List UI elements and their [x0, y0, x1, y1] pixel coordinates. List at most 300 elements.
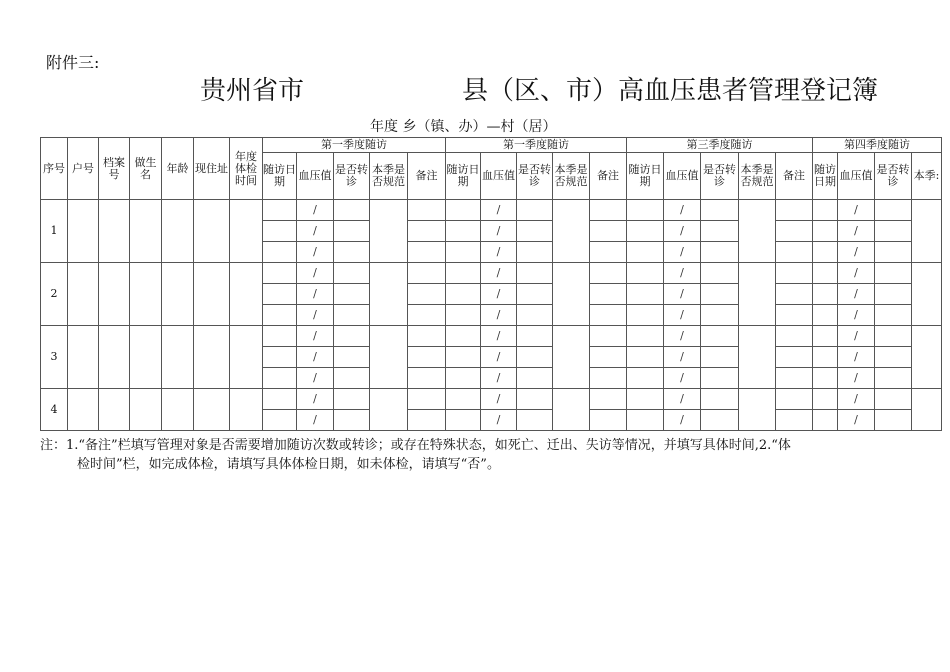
q2-referral-cell[interactable] [517, 347, 553, 368]
bp-separator: / [680, 371, 684, 384]
header-exam-time: 年度体检时间 [230, 138, 263, 200]
q1-referral-cell[interactable] [334, 284, 370, 305]
q1-note-cell[interactable] [408, 305, 446, 326]
name-cell[interactable] [130, 326, 162, 389]
q2-date-cell[interactable] [446, 389, 481, 410]
name-cell[interactable] [130, 263, 162, 326]
q2-referral-cell[interactable] [517, 200, 553, 221]
q4-date-cell[interactable] [813, 347, 838, 368]
q1-note-cell[interactable] [408, 242, 446, 263]
q1-note-cell[interactable] [408, 221, 446, 242]
q2-note-cell[interactable] [590, 368, 627, 389]
header-q3-note: 备注 [776, 153, 813, 200]
bp-separator: / [496, 392, 501, 405]
bp-separator: / [680, 350, 684, 363]
q1-date-cell[interactable] [263, 221, 297, 242]
q3-referral-cell[interactable] [701, 368, 739, 389]
q4-date-cell[interactable] [813, 368, 838, 389]
q2-note-cell[interactable] [590, 410, 627, 431]
header-household: 户号 [68, 138, 99, 200]
q3-referral-cell[interactable] [701, 305, 739, 326]
q4-bp-cell[interactable] [838, 221, 875, 242]
q3-note-cell[interactable] [776, 410, 813, 431]
table-row [41, 326, 942, 347]
bp-separator: / [680, 329, 684, 342]
q3-referral-cell[interactable] [701, 263, 739, 284]
bp-separator: / [313, 350, 317, 363]
q2-season-cell[interactable] [553, 200, 590, 263]
q4-bp-cell[interactable] [838, 263, 875, 284]
q3-bp-cell[interactable] [664, 200, 701, 221]
q3-note-cell[interactable] [776, 368, 813, 389]
q1-referral-cell[interactable] [334, 242, 370, 263]
header-q3-date: 随访日期 [627, 153, 664, 200]
q2-referral-cell[interactable] [517, 326, 553, 347]
row-number: 4 [50, 402, 58, 416]
registry-table [40, 137, 942, 431]
q3-bp-cell[interactable] [664, 284, 701, 305]
q2-note-cell[interactable] [590, 242, 627, 263]
header-q4-date: 随访日期 [813, 153, 838, 200]
q1-date-cell[interactable] [263, 368, 297, 389]
q4-referral-cell[interactable] [875, 263, 912, 284]
q4-bp-cell[interactable] [838, 305, 875, 326]
age-cell[interactable] [162, 389, 194, 431]
q3-date-cell[interactable] [627, 326, 664, 347]
header-q2-referral: 是否转诊 [517, 153, 553, 200]
q1-referral-cell[interactable] [334, 368, 370, 389]
bp-separator: / [854, 329, 858, 342]
row-seq-cell [41, 263, 68, 326]
header-q3-season: 本季是否规范 [739, 153, 776, 200]
bp-separator: / [680, 308, 684, 321]
q1-date-cell[interactable] [263, 263, 297, 284]
q4-bp-cell[interactable] [838, 242, 875, 263]
q4-referral-cell[interactable] [875, 221, 912, 242]
q3-referral-cell[interactable] [701, 200, 739, 221]
q1-bp-cell[interactable] [297, 200, 334, 221]
q2-note-cell[interactable] [590, 326, 627, 347]
q4-referral-cell[interactable] [875, 200, 912, 221]
header-q1-bp: 血压值 [297, 153, 334, 200]
q4-season-cell[interactable] [912, 200, 942, 263]
q2-date-cell[interactable] [446, 326, 481, 347]
q2-date-cell[interactable] [446, 200, 481, 221]
bp-separator: / [854, 203, 858, 216]
q3-date-cell[interactable] [627, 305, 664, 326]
q4-date-cell[interactable] [813, 242, 838, 263]
bp-separator: / [496, 308, 501, 321]
q3-date-cell[interactable] [627, 242, 664, 263]
q1-date-cell[interactable] [263, 326, 297, 347]
q2-bp-cell[interactable] [481, 284, 517, 305]
q1-referral-cell[interactable] [334, 305, 370, 326]
q4-bp-cell[interactable] [838, 389, 875, 410]
bp-separator: / [854, 350, 858, 363]
q1-season-cell[interactable] [370, 263, 408, 326]
q3-season-cell[interactable] [739, 389, 776, 431]
q1-note-cell[interactable] [408, 200, 446, 221]
bp-separator: / [680, 287, 684, 300]
archive-cell[interactable] [99, 200, 130, 263]
q4-season-cell[interactable] [912, 389, 942, 431]
q1-bp-cell[interactable] [297, 347, 334, 368]
q3-date-cell[interactable] [627, 368, 664, 389]
bp-separator: / [313, 371, 317, 384]
address-cell[interactable] [194, 326, 230, 389]
q1-referral-cell[interactable] [334, 200, 370, 221]
q4-date-cell[interactable] [813, 263, 838, 284]
q2-bp-cell[interactable] [481, 347, 517, 368]
q1-note-cell[interactable] [408, 347, 446, 368]
q4-date-cell[interactable] [813, 200, 838, 221]
table-row [41, 389, 942, 410]
q3-date-cell[interactable] [627, 221, 664, 242]
address-cell[interactable] [194, 200, 230, 263]
q1-bp-cell[interactable] [297, 305, 334, 326]
bp-separator: / [496, 371, 501, 384]
bp-separator: / [680, 266, 684, 279]
q3-date-cell[interactable] [627, 284, 664, 305]
bp-separator: / [496, 245, 501, 258]
q2-date-cell[interactable] [446, 221, 481, 242]
q2-season-cell[interactable] [553, 389, 590, 431]
q2-note-cell[interactable] [590, 263, 627, 284]
q2-bp-cell[interactable] [481, 368, 517, 389]
bp-separator: / [496, 224, 501, 237]
bp-separator: / [680, 224, 684, 237]
q4-date-cell[interactable] [813, 389, 838, 410]
q1-note-cell[interactable] [408, 368, 446, 389]
q2-bp-cell[interactable] [481, 410, 517, 431]
name-cell[interactable] [130, 389, 162, 431]
row-seq-cell [41, 389, 68, 431]
bp-separator: / [313, 203, 317, 216]
exam-time-cell[interactable] [230, 263, 263, 326]
q3-note-cell[interactable] [776, 200, 813, 221]
q1-date-cell[interactable] [263, 347, 297, 368]
q2-note-cell[interactable] [590, 347, 627, 368]
header-q1-season: 本季是否规范 [370, 153, 408, 200]
q4-referral-cell[interactable] [875, 305, 912, 326]
bp-separator: / [680, 203, 684, 216]
q2-season-cell[interactable] [553, 263, 590, 326]
q2-date-cell[interactable] [446, 410, 481, 431]
q1-note-cell[interactable] [408, 326, 446, 347]
q3-referral-cell[interactable] [701, 347, 739, 368]
q4-referral-cell[interactable] [875, 389, 912, 410]
q1-season-cell[interactable] [370, 326, 408, 389]
q3-date-cell[interactable] [627, 347, 664, 368]
q1-date-cell[interactable] [263, 242, 297, 263]
header-name: 做生名 [130, 138, 162, 200]
header-q1-note: 备注 [408, 153, 446, 200]
bp-separator: / [854, 371, 858, 384]
q1-bp-cell[interactable] [297, 368, 334, 389]
header-q1-referral: 是否转诊 [334, 153, 370, 200]
q1-bp-cell[interactable] [297, 389, 334, 410]
q4-bp-cell[interactable] [838, 326, 875, 347]
address-cell[interactable] [194, 263, 230, 326]
q3-bp-cell[interactable] [664, 410, 701, 431]
household-cell[interactable] [68, 326, 99, 389]
bp-separator: / [680, 392, 684, 405]
q2-note-cell[interactable] [590, 221, 627, 242]
q1-note-cell[interactable] [408, 410, 446, 431]
q4-bp-cell[interactable] [838, 410, 875, 431]
header-q2-date: 随访日期 [446, 153, 481, 200]
header-q4-season: 本季: [912, 153, 942, 200]
q3-note-cell[interactable] [776, 389, 813, 410]
q4-date-cell[interactable] [813, 410, 838, 431]
q3-date-cell[interactable] [627, 200, 664, 221]
q4-date-cell[interactable] [813, 284, 838, 305]
header-address: 现住址 [194, 138, 230, 200]
bp-separator: / [854, 224, 858, 237]
header-quarter-1: 第一季度随访 [263, 138, 446, 153]
bp-separator: / [313, 224, 317, 237]
title-part-county: 县（区、市）高血压患者管理登记簿 [462, 76, 879, 106]
q2-referral-cell[interactable] [517, 242, 553, 263]
q3-date-cell[interactable] [627, 410, 664, 431]
bp-separator: / [313, 329, 317, 342]
q2-date-cell[interactable] [446, 347, 481, 368]
address-cell[interactable] [194, 389, 230, 431]
q4-referral-cell[interactable] [875, 410, 912, 431]
name-cell[interactable] [130, 200, 162, 263]
q3-note-cell[interactable] [776, 221, 813, 242]
q1-season-cell[interactable] [370, 200, 408, 263]
q1-referral-cell[interactable] [334, 347, 370, 368]
q2-referral-cell[interactable] [517, 368, 553, 389]
q2-date-cell[interactable] [446, 284, 481, 305]
q2-referral-cell[interactable] [517, 284, 553, 305]
page-title [0, 70, 950, 106]
bp-separator: / [313, 266, 317, 279]
q2-date-cell[interactable] [446, 242, 481, 263]
q3-bp-cell[interactable] [664, 347, 701, 368]
footnote-line-1: 注：1.“备注”栏填写管理对象是否需要增加随访次数或转诊；或存在特殊状态，如死亡、迁出、失访等情况，并填写具体时间,2.“体 [40, 438, 791, 453]
q3-bp-cell[interactable] [664, 242, 701, 263]
household-cell[interactable] [68, 389, 99, 431]
row-number: 2 [50, 287, 58, 300]
q1-bp-cell[interactable] [297, 284, 334, 305]
q2-referral-cell[interactable] [517, 305, 553, 326]
q1-referral-cell[interactable] [334, 326, 370, 347]
q2-note-cell[interactable] [590, 305, 627, 326]
q1-date-cell[interactable] [263, 410, 297, 431]
exam-time-cell[interactable] [230, 389, 263, 431]
age-cell[interactable] [162, 200, 194, 263]
q1-referral-cell[interactable] [334, 389, 370, 410]
q1-date-cell[interactable] [263, 200, 297, 221]
q4-season-cell[interactable] [912, 263, 942, 326]
header-age: 年龄 [162, 138, 194, 200]
header-q1-date: 随访日期 [263, 153, 297, 200]
q3-bp-cell[interactable] [664, 221, 701, 242]
q1-note-cell[interactable] [408, 284, 446, 305]
q1-bp-cell[interactable] [297, 326, 334, 347]
table-row [41, 263, 942, 284]
bp-separator: / [680, 245, 684, 258]
q3-bp-cell[interactable] [664, 326, 701, 347]
q3-season-cell[interactable] [739, 200, 776, 263]
row-number: 1 [50, 224, 58, 237]
q4-date-cell[interactable] [813, 326, 838, 347]
q2-note-cell[interactable] [590, 284, 627, 305]
q2-bp-cell[interactable] [481, 221, 517, 242]
header-quarter-4: 第四季度随访 [813, 138, 942, 153]
header-quarter-3: 第三季度随访 [627, 138, 813, 153]
q3-note-cell[interactable] [776, 242, 813, 263]
footnote-line-2: 检时间”栏，如完成体检，请填写具体体检日期，如未体检，请填写“否”。 [77, 457, 500, 472]
q2-referral-cell[interactable] [517, 410, 553, 431]
bp-separator: / [313, 308, 317, 321]
household-cell[interactable] [68, 263, 99, 326]
q4-referral-cell[interactable] [875, 284, 912, 305]
title-part-province: 贵州省市 [200, 76, 305, 106]
bp-separator: / [854, 287, 858, 300]
q3-referral-cell[interactable] [701, 389, 739, 410]
q1-note-cell[interactable] [408, 389, 446, 410]
q2-bp-cell[interactable] [481, 389, 517, 410]
row-seq-cell [41, 326, 68, 389]
bp-separator: / [496, 329, 501, 342]
bp-separator: / [496, 203, 501, 216]
q1-bp-cell[interactable] [297, 263, 334, 284]
q4-referral-cell[interactable] [875, 368, 912, 389]
bp-separator: / [496, 266, 501, 279]
q3-note-cell[interactable] [776, 263, 813, 284]
header-q2-note: 备注 [590, 153, 627, 200]
header-q3-bp: 血压值 [664, 153, 701, 200]
q3-referral-cell[interactable] [701, 242, 739, 263]
archive-cell[interactable] [99, 263, 130, 326]
bp-separator: / [313, 287, 317, 300]
q2-bp-cell[interactable] [481, 326, 517, 347]
q4-date-cell[interactable] [813, 221, 838, 242]
bp-separator: / [854, 392, 858, 405]
header-seq: 序号 [41, 138, 68, 200]
q2-bp-cell[interactable] [481, 305, 517, 326]
bp-separator: / [496, 350, 501, 363]
header-q4-bp: 血压值 [838, 153, 875, 200]
header-q3-referral: 是否转诊 [701, 153, 739, 200]
row-number: 3 [50, 350, 58, 363]
q3-referral-cell[interactable] [701, 326, 739, 347]
q3-note-cell[interactable] [776, 305, 813, 326]
q3-date-cell[interactable] [627, 263, 664, 284]
q3-note-cell[interactable] [776, 284, 813, 305]
q2-bp-cell[interactable] [481, 263, 517, 284]
q4-season-cell[interactable] [912, 326, 942, 389]
household-cell[interactable] [68, 200, 99, 263]
q3-referral-cell[interactable] [701, 221, 739, 242]
bp-separator: / [854, 308, 858, 321]
bp-separator: / [680, 413, 684, 426]
q3-bp-cell[interactable] [664, 263, 701, 284]
header-archive: 档案号 [99, 138, 130, 200]
exam-time-cell[interactable] [230, 200, 263, 263]
q1-note-cell[interactable] [408, 263, 446, 284]
bp-separator: / [313, 245, 317, 258]
q3-bp-cell[interactable] [664, 305, 701, 326]
q3-note-cell[interactable] [776, 326, 813, 347]
q4-bp-cell[interactable] [838, 284, 875, 305]
q1-season-cell[interactable] [370, 389, 408, 431]
q1-bp-cell[interactable] [297, 242, 334, 263]
q1-referral-cell[interactable] [334, 263, 370, 284]
bp-separator: / [496, 287, 501, 300]
header-q4-referral: 是否转诊 [875, 153, 912, 200]
q4-date-cell[interactable] [813, 305, 838, 326]
q2-referral-cell[interactable] [517, 263, 553, 284]
attachment-label: 附件三: [46, 53, 100, 72]
archive-cell[interactable] [99, 389, 130, 431]
q2-note-cell[interactable] [590, 389, 627, 410]
header-q2-season: 本季是否规范 [553, 153, 590, 200]
q2-date-cell[interactable] [446, 263, 481, 284]
q2-season-cell[interactable] [553, 326, 590, 389]
q1-referral-cell[interactable] [334, 410, 370, 431]
bp-separator: / [313, 413, 317, 426]
q2-bp-cell[interactable] [481, 242, 517, 263]
age-cell[interactable] [162, 326, 194, 389]
q4-referral-cell[interactable] [875, 326, 912, 347]
q1-referral-cell[interactable] [334, 221, 370, 242]
bp-separator: / [854, 245, 858, 258]
bp-separator: / [313, 392, 317, 405]
age-cell[interactable] [162, 263, 194, 326]
bp-separator: / [496, 413, 501, 426]
footnote [40, 436, 945, 474]
q3-referral-cell[interactable] [701, 410, 739, 431]
q1-bp-cell[interactable] [297, 221, 334, 242]
q4-referral-cell[interactable] [875, 242, 912, 263]
q3-bp-cell[interactable] [664, 389, 701, 410]
q3-season-cell[interactable] [739, 263, 776, 326]
q2-referral-cell[interactable] [517, 389, 553, 410]
q2-note-cell[interactable] [590, 200, 627, 221]
exam-time-cell[interactable] [230, 326, 263, 389]
header-q2-bp: 血压值 [481, 153, 517, 200]
row-seq-cell [41, 200, 68, 263]
archive-cell[interactable] [99, 326, 130, 389]
q2-date-cell[interactable] [446, 305, 481, 326]
q1-date-cell[interactable] [263, 389, 297, 410]
table-row [41, 200, 942, 221]
q3-note-cell[interactable] [776, 347, 813, 368]
bp-separator: / [854, 266, 858, 279]
q4-bp-cell[interactable] [838, 368, 875, 389]
q1-date-cell[interactable] [263, 305, 297, 326]
page-subtitle: 年度 乡（镇、办）—村（居） [368, 116, 558, 138]
q3-season-cell[interactable] [739, 326, 776, 389]
q4-referral-cell[interactable] [875, 347, 912, 368]
q3-date-cell[interactable] [627, 389, 664, 410]
q3-referral-cell[interactable] [701, 284, 739, 305]
q2-bp-cell[interactable] [481, 200, 517, 221]
q4-bp-cell[interactable] [838, 200, 875, 221]
q2-referral-cell[interactable] [517, 221, 553, 242]
q1-bp-cell[interactable] [297, 410, 334, 431]
q2-date-cell[interactable] [446, 368, 481, 389]
header-quarter-2: 第一季度随访 [446, 138, 627, 153]
q3-bp-cell[interactable] [664, 368, 701, 389]
q1-date-cell[interactable] [263, 284, 297, 305]
q4-bp-cell[interactable] [838, 347, 875, 368]
bp-separator: / [854, 413, 858, 426]
